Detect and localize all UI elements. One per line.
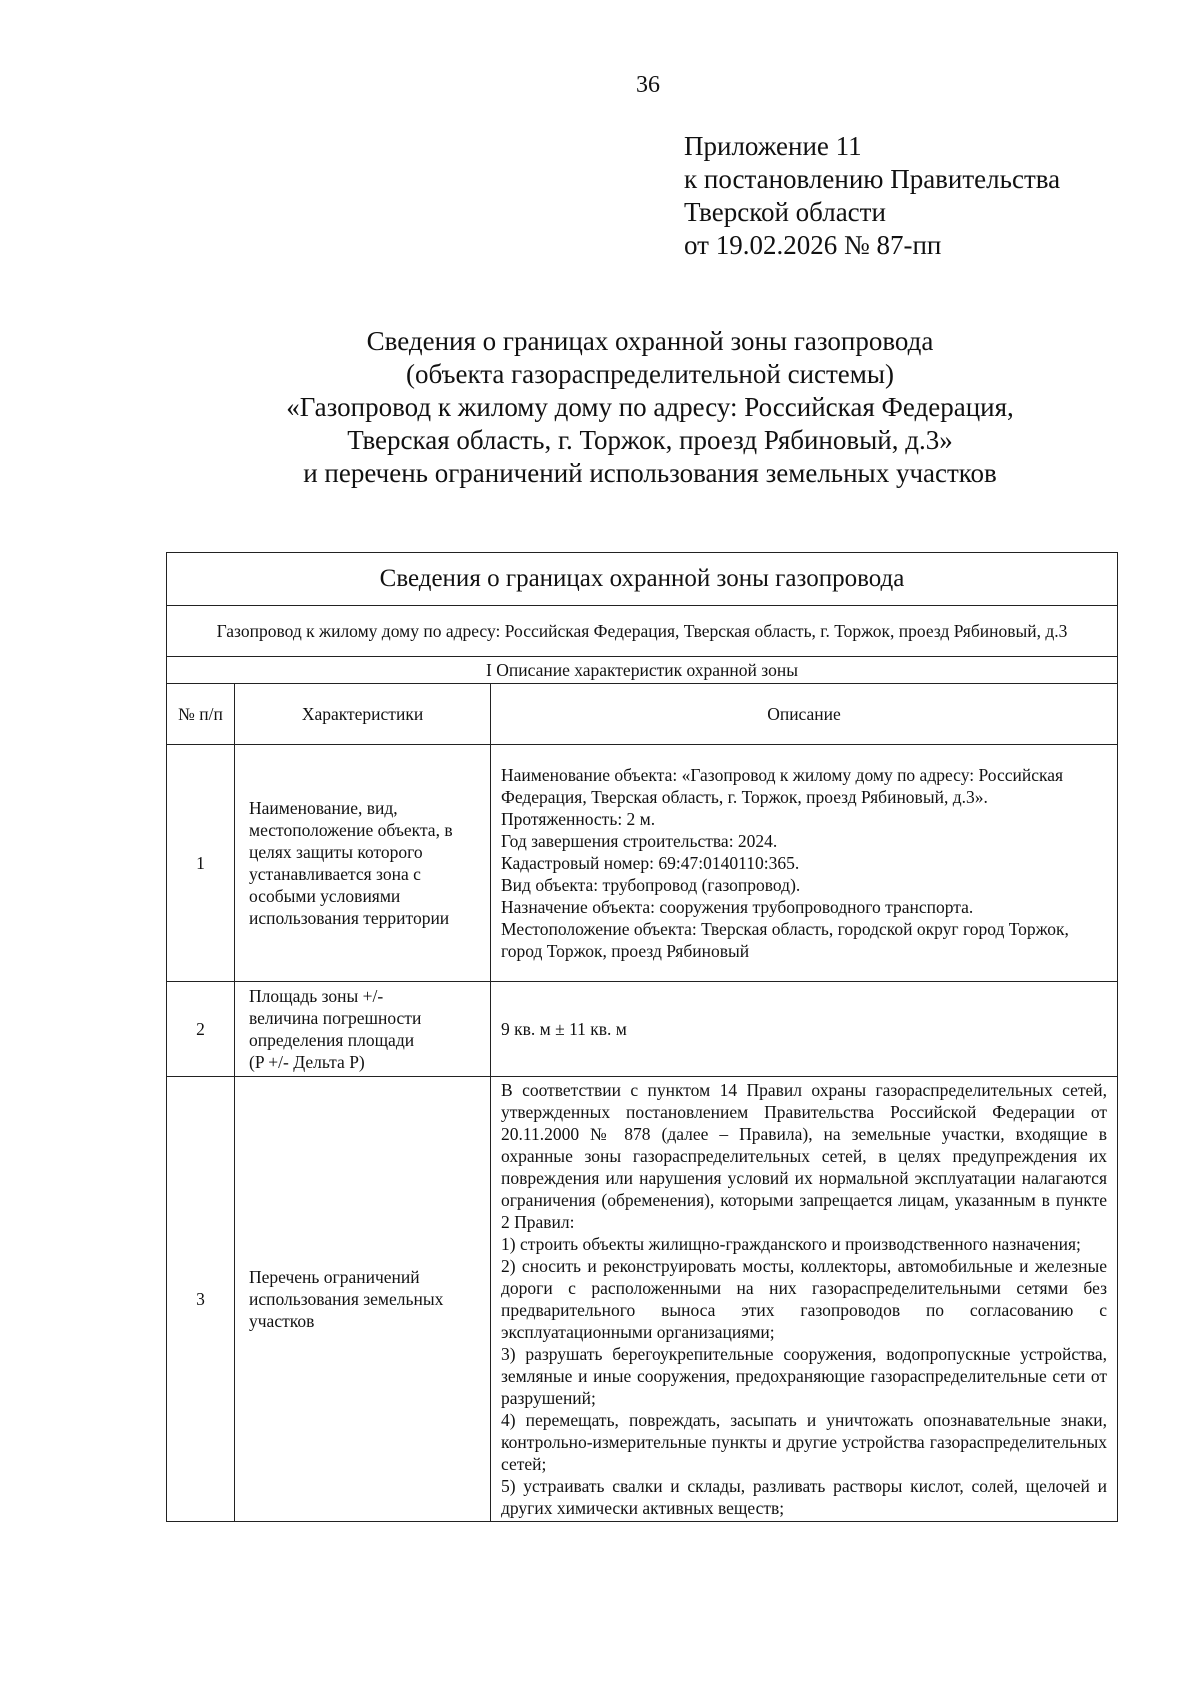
description-line: Год завершения строительства: 2024.: [501, 831, 778, 851]
title-line: Тверская область, г. Торжок, проезд Рябиновый, д.3»: [347, 425, 953, 455]
zone-table: [166, 552, 1118, 1522]
row-characteristic: Наименование, вид, местоположение объекта, в целях защиты которого устанавливается зона с особыми условиями использования территории: [235, 745, 491, 982]
appendix-line: к постановлению Правительства: [684, 164, 1061, 194]
table-title: Сведения о границах охранной зоны газопровода: [167, 553, 1118, 606]
row-num: 3: [167, 1077, 235, 1522]
description-line: Наименование объекта: «Газопровод к жилому дому по адресу: Российская Федерация, Тверская область, г. Торжок, проезд Рябиновый, д.3».: [501, 765, 1064, 807]
row-description: [491, 745, 1118, 982]
appendix-line: от 19.02.2026 № 87-пп: [684, 230, 942, 260]
table-object-row: [167, 606, 1118, 657]
row-description: 9 кв. м ± 11 кв. м: [491, 982, 1118, 1077]
characteristic-line: величина погрешности определения площади: [249, 1008, 422, 1050]
characteristic-line: Площадь зоны +/-: [249, 986, 384, 1006]
table-section-title: I Описание характеристик охранной зоны: [167, 657, 1118, 684]
table-header-row: [167, 684, 1118, 745]
title-line: (объекта газораспределительной системы): [405, 359, 895, 389]
row-num: 2: [167, 982, 235, 1077]
table-row: [167, 745, 1118, 982]
row-description: [491, 1077, 1118, 1522]
row-characteristic: [235, 982, 491, 1077]
description-line: 2) сносить и реконструировать мосты, коллекторы, автомобильные и железные дороги с расположенными на них газораспределительными сетями без предварительного выноса этих газопроводов по согласованию с эксплуатационными организациями;: [501, 1256, 1107, 1342]
header-characteristic: Характеристики: [235, 684, 491, 745]
title-line: и перечень ограничений использования земельных участков: [303, 458, 997, 488]
description-line: Протяженность: 2 м.: [501, 809, 656, 829]
appendix-line: Приложение 11: [684, 131, 862, 161]
description-line: 5) устраивать свалки и склады, разливать растворы кислот, солей, щелочей и других химически активных веществ;: [501, 1476, 1107, 1518]
description-line: Местоположение объекта: Тверская область, городской округ город Торжок, город Торжок, проезд Рябиновый: [501, 919, 1069, 961]
table-row: [167, 982, 1118, 1077]
description-line: 1) строить объекты жилищно-гражданского и производственного назначения;: [501, 1234, 1081, 1254]
appendix-header: [684, 130, 1164, 262]
description-line: Назначение объекта: сооружения трубопроводного транспорта.: [501, 897, 974, 917]
header-num: № п/п: [167, 684, 235, 745]
description-line: 4) перемещать, повреждать, засыпать и уничтожать опознавательные знаки, контрольно-измерительные пункты и другие устройства газораспределительных сетей;: [501, 1410, 1107, 1474]
description-line: В соответствии с пунктом 14 Правил охраны газораспределительных сетей, утвержденных постановлением Правительства Российской Федерации от 20.11.2000 № 878 (далее – Правила), на земельные участки, входящие в охранные зоны газораспределительных сетей, в целях предупреждения их повреждения или нарушения условий их нормальной эксплуатации налагаются ограничения (обременения), которыми запрещается лицам, указанным в пункте 2 Правил:: [501, 1080, 1107, 1232]
header-description: Описание: [491, 684, 1118, 745]
description-line: Кадастровый номер: 69:47:0140110:365.: [501, 853, 800, 873]
table-title-row: [167, 553, 1118, 606]
table-row: [167, 1077, 1118, 1522]
title-line: «Газопровод к жилому дому по адресу: Российская Федерация,: [286, 392, 1014, 422]
description-line: 3) разрушать берегоукрепительные сооружения, водопропускные устройства, земляные и иные сооружения, предохраняющие газораспределительные сети от разрушений;: [501, 1344, 1107, 1408]
page-number: 36: [636, 72, 660, 98]
table-object-name: Газопровод к жилому дому по адресу: Российская Федерация, Тверская область, г. Торжок, проезд Рябиновый, д.3: [167, 606, 1118, 657]
row-characteristic: Перечень ограничений использования земельных участков: [235, 1077, 491, 1522]
table-section-row: [167, 657, 1118, 684]
characteristic-line: (P +/- Дельта P): [249, 1052, 365, 1072]
appendix-line: Тверской области: [684, 197, 886, 227]
title-line: Сведения о границах охранной зоны газопровода: [366, 326, 934, 356]
row-num: 1: [167, 745, 235, 982]
document-title: [230, 325, 1070, 490]
description-line: Вид объекта: трубопровод (газопровод).: [501, 875, 801, 895]
